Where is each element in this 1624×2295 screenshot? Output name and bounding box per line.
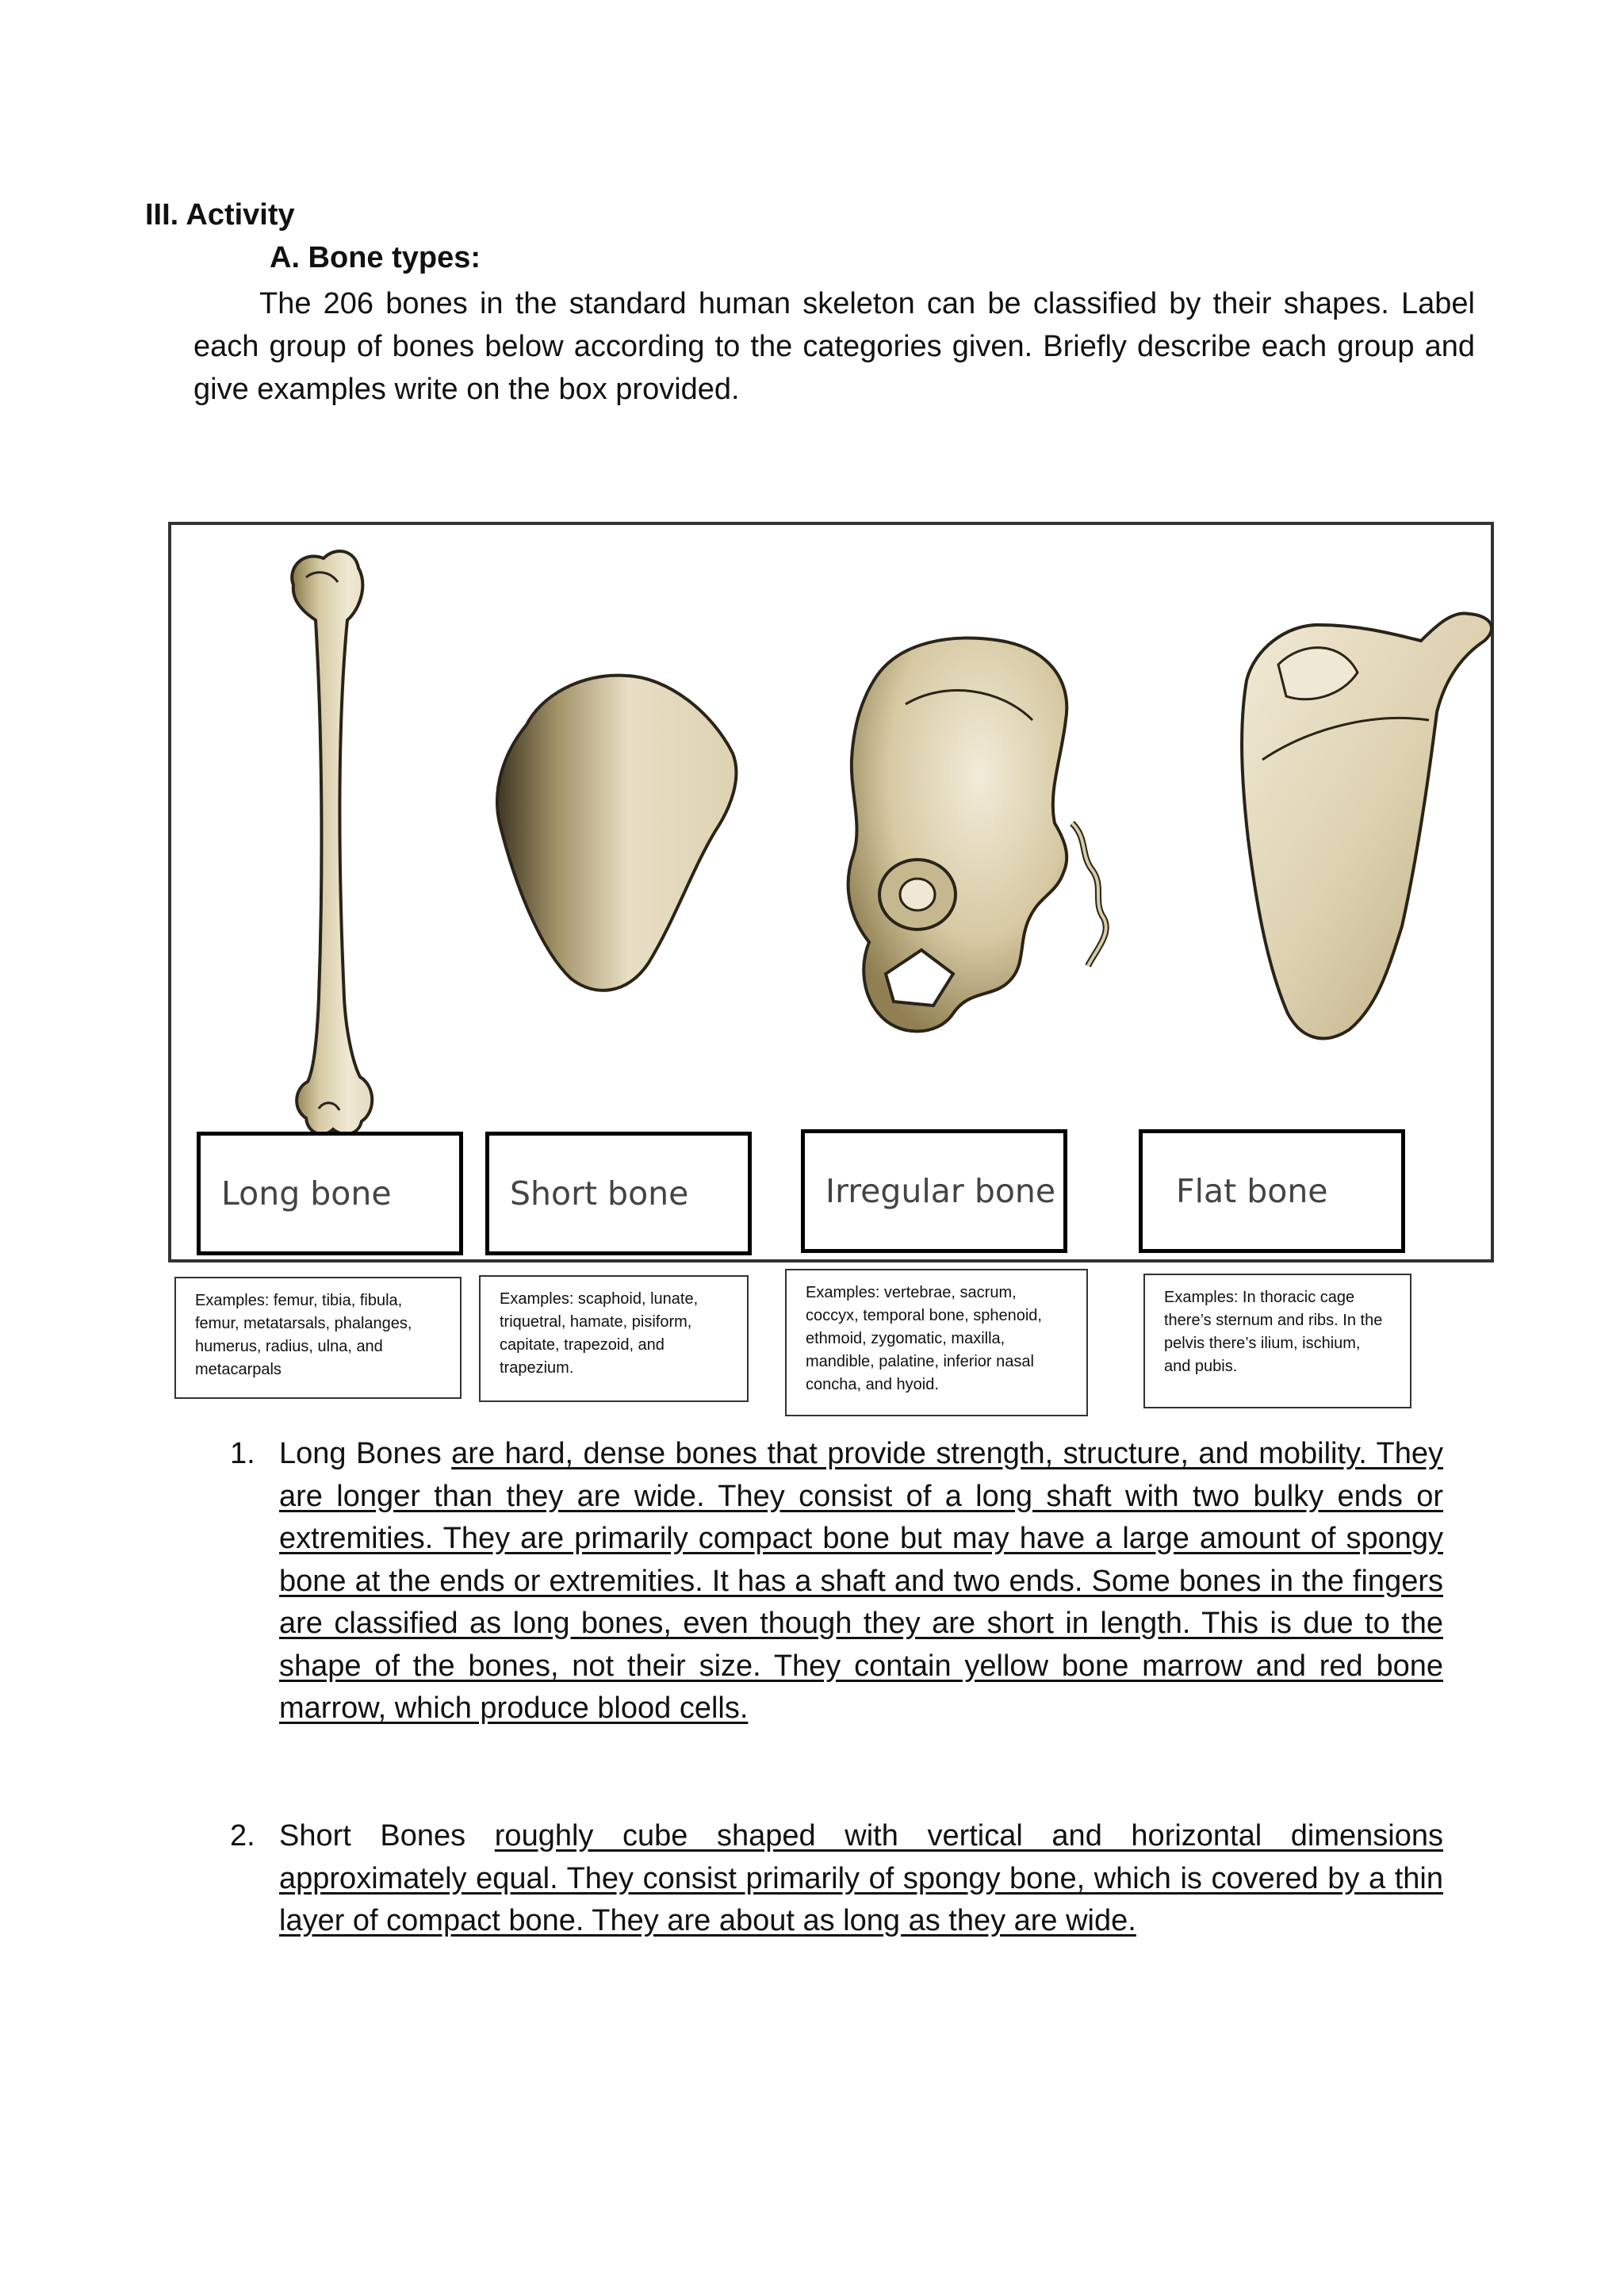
flat-bone-illustration <box>1242 613 1492 1038</box>
intro-paragraph: The 206 bones in the standard human skeleton can be classified by their shapes. Label each group of bones below according to the categories given. Briefly describe each group and give examples write on the box provided. <box>193 287 1475 406</box>
long-bone-examples-box: Examples: femur, tibia, fibula, femur, metatarsals, phalanges, humerus, radius, ulna, and metacarpals <box>174 1277 462 1399</box>
answer-text: are hard, dense bones that provide strength, structure, and mobility. They are longer than they are wide. They consist of a long shaft with two bulky ends or extremities. They are primarily compact bone but may have a large amount of spongy bone at the ends or extremities. It has a shaft and two ends. Some bones in the fingers are classified as long bones, even though they are short in length. This is due to the shape of the bones, not their size. They contain yellow bone marrow and red bone marrow, which produce blood cells. <box>279 1437 1444 1725</box>
section-title: III. Activity <box>145 198 295 232</box>
answer-long-bones <box>279 1433 1443 1730</box>
answer-term: Long Bones <box>279 1437 442 1470</box>
irregular-bone-label: Irregular bone <box>801 1129 1067 1253</box>
short-bone-examples-box: Examples: scaphoid, lunate, triquetral, hamate, pisiform, capitate, trapezoid, and trapezium. <box>479 1275 749 1402</box>
answer-short-bones <box>279 1815 1443 1943</box>
answer-term: Short Bones <box>279 1819 466 1852</box>
irregular-bone-illustration <box>848 638 1106 1032</box>
short-bone-illustration <box>497 676 736 990</box>
bone-types-figure <box>168 522 1494 1262</box>
flat-bone-label: Flat bone <box>1139 1129 1405 1253</box>
answer-number: 1. <box>230 1437 255 1470</box>
flat-bone-examples-box: Examples: In thoracic cage there’s sternum and ribs. In the pelvis there’s ilium, ischium, and pubis. <box>1143 1274 1411 1408</box>
long-bone-illustration <box>292 551 372 1134</box>
answer-text: roughly cube shaped with vertical and horizontal dimensions approximately equal. They consist primarily of spongy bone, which is covered by a thin layer of compact bone. They are about as long as they are wide. <box>279 1819 1443 1937</box>
subsection-title: A. Bone types: <box>270 241 481 274</box>
long-bone-label: Long bone <box>197 1132 463 1255</box>
irregular-bone-examples-box: Examples: vertebrae, sacrum, coccyx, temporal bone, sphenoid, ethmoid, zygomatic, maxilla, mandible, palatine, inferior nasal concha, and hyoid. <box>785 1269 1088 1416</box>
answer-number: 2. <box>230 1819 255 1852</box>
short-bone-label: Short bone <box>485 1132 752 1255</box>
